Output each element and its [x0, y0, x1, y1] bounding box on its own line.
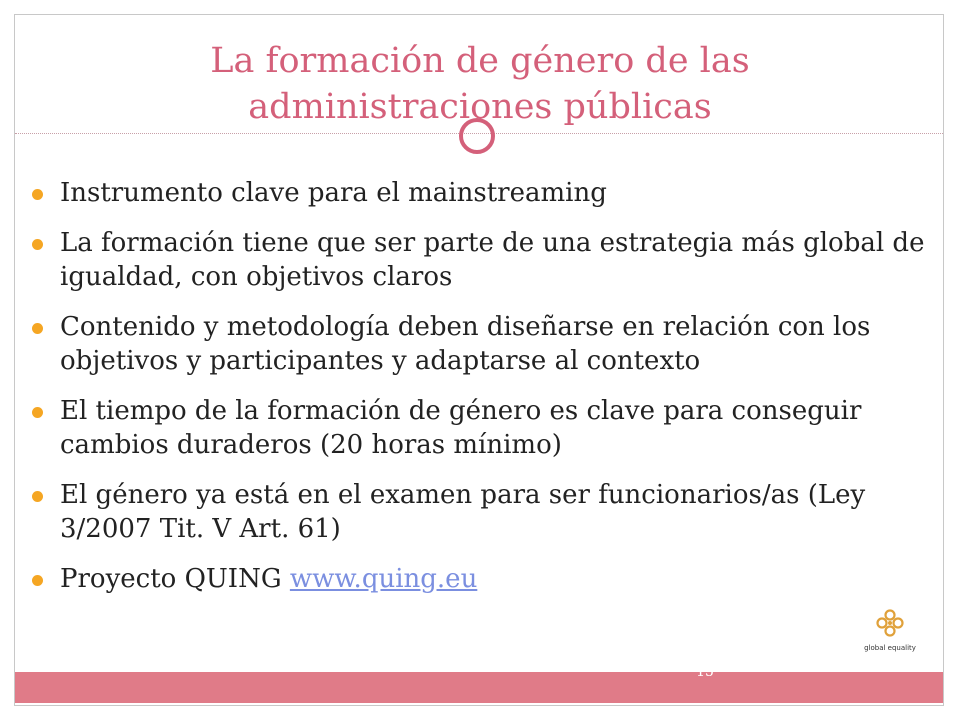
bullet-dot-icon: [32, 323, 43, 334]
logo-text: global equality: [864, 644, 916, 652]
title-line-1: La formación de género de las: [210, 41, 750, 81]
bullet-item: [28, 478, 944, 546]
slide-title: [20, 38, 940, 130]
bullet-item: [28, 562, 944, 596]
quing-link[interactable]: www.quing.eu: [289, 564, 478, 594]
bullet-dot-icon: [32, 575, 43, 586]
bullet-item: [28, 394, 944, 462]
bullet-item: [28, 310, 944, 378]
bullet-text: Proyecto QUING: [60, 564, 282, 594]
bullet-text: La formación tiene que ser parte de una estrategia más global de igualdad, con objetivos claros: [60, 228, 925, 292]
global-equality-logo: [858, 608, 922, 666]
bullet-text: El género ya está en el examen para ser funcionarios/as (Ley 3/2007 Tit. V Art. 61): [60, 480, 866, 544]
bullet-item: [28, 226, 944, 294]
bullet-dot-icon: [32, 239, 43, 250]
title-circle-ornament: [459, 118, 495, 154]
bullet-item: [28, 176, 944, 210]
bullet-dot-icon: [32, 189, 43, 200]
bullet-text: Instrumento clave para el mainstreaming: [60, 178, 607, 208]
bullet-dot-icon: [32, 491, 43, 502]
title-line-2: administraciones públicas: [248, 87, 712, 127]
bullet-dot-icon: [32, 407, 43, 418]
footer-bar: [15, 672, 943, 703]
flower-logo-icon: [875, 608, 905, 638]
page-number: 15: [696, 664, 714, 680]
bullet-text: Contenido y metodología deben diseñarse en relación con los objetivos y participantes y adaptarse al contexto: [60, 312, 871, 376]
bullet-list: [28, 176, 944, 612]
bullet-text: El tiempo de la formación de género es clave para conseguir cambios duraderos (20 horas mínimo): [60, 396, 862, 460]
